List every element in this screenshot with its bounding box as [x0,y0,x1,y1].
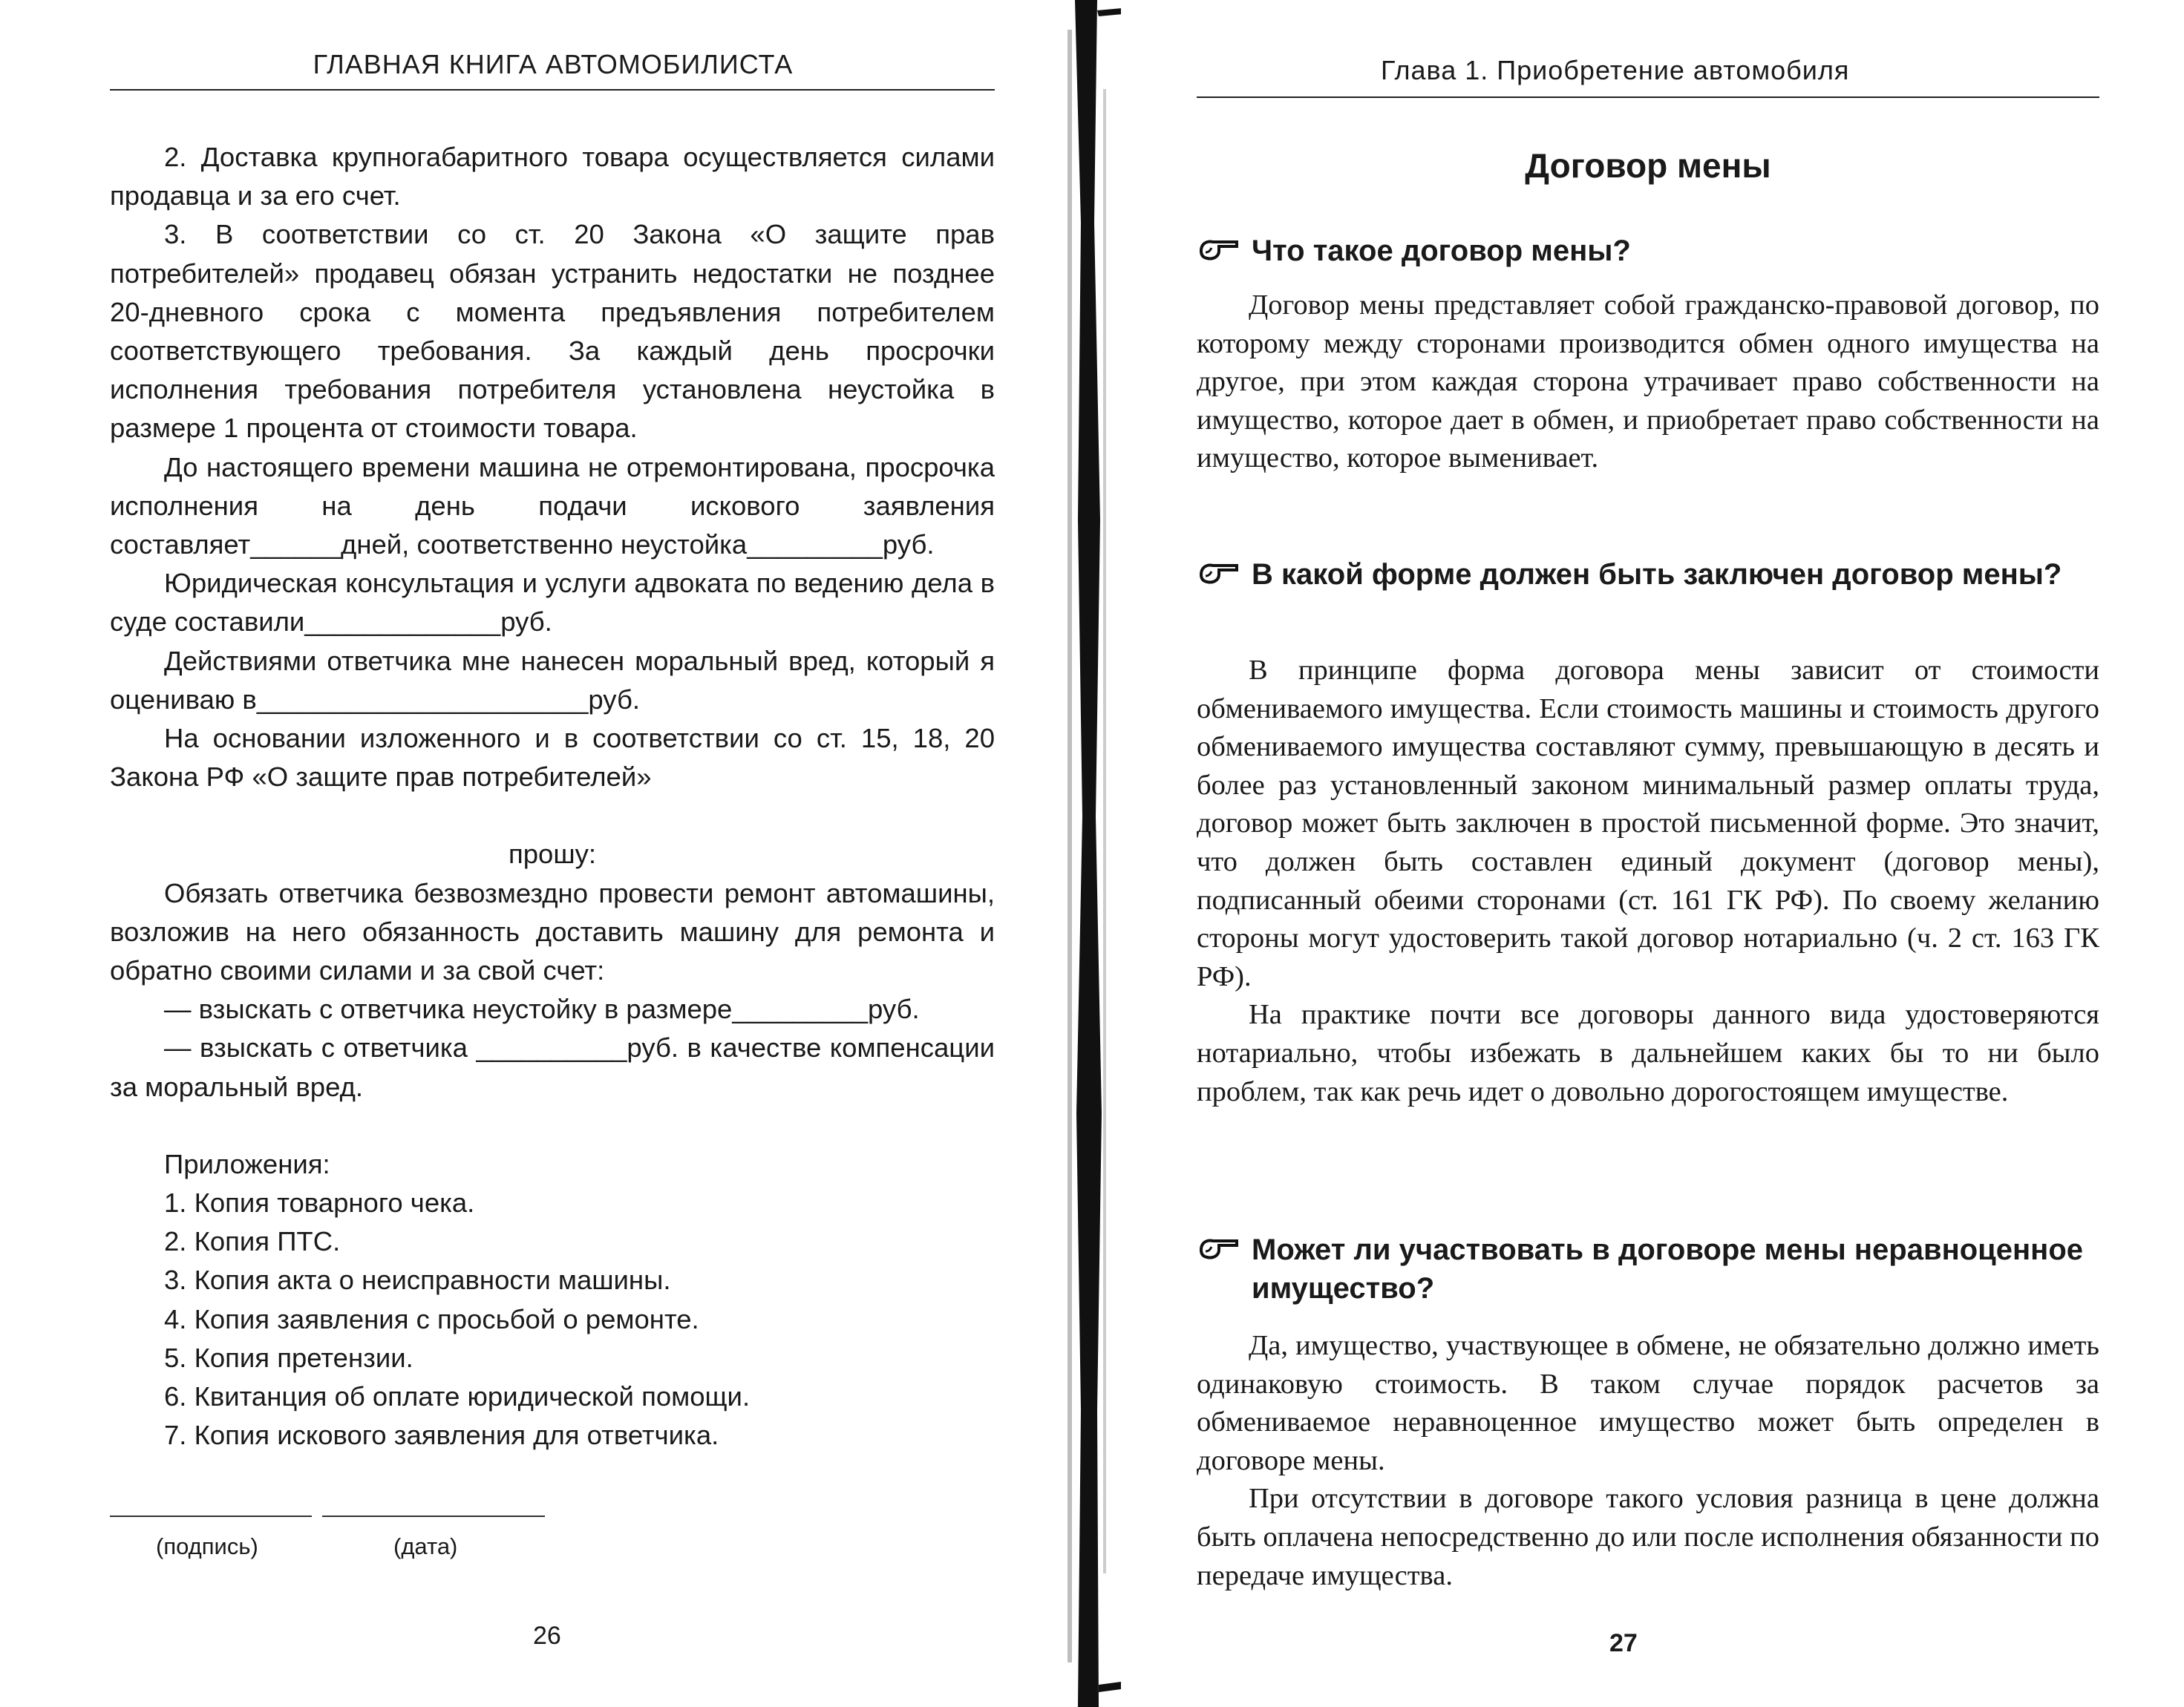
paragraph: 3. В соответствии со ст. 20 Закона «О защите прав потребителей» продавец обязан устранить недостатки не позднее 20-дневного срока с момента предъявления потребителем соответствующего требования. За каждый день просрочки исполнения требования потребителя установлена неустойка в размере 1 процента от стоимости товара. [110,219,995,444]
request-heading: прошу: [508,839,597,870]
date-label: (дата) [393,1533,458,1559]
request-paragraph: Обязать ответчика безвозмездно провести ремонт автомашины, возложив на него обязанность доставить машину для ремонта и обратно своими силами и за свой счет: [110,877,995,986]
header-rule-right [1197,96,2099,98]
left-page [0,0,1047,1707]
book-gutter [1062,0,1121,1707]
answer-block [1197,286,2099,478]
request-paragraph: — взыскать с ответчика __________руб. в качестве компенсации за моральный вред. [110,1032,995,1102]
paragraph: На основании изложенного и в соответствии со ст. 15, 18, 20 Закона РФ «О защите прав потребителей» [110,723,995,793]
page-number-left: 26 [533,1622,561,1650]
question-text: Может ли участвовать в договоре мены неравноценное имущество? [1252,1233,2083,1305]
right-page [1136,0,2184,1707]
answer-paragraph: Да, имущество, участвующее в обмене, не обязательно должно иметь одинаковую стоимость. В таком случае порядок расчетов за обмениваемое неравноценное имущество может быть определен в договоре мены. [1197,1330,2099,1476]
section-title: Договор мены [1525,146,1771,185]
running-head-right: Глава 1. Приобретение автомобиля [1381,55,1850,85]
paragraph: Юридическая консультация и услуги адвоката по ведению дела в суде составили_____________руб. [110,568,995,638]
pointing-hand-icon [1197,1233,1241,1263]
page-number-right: 27 [1609,1629,1638,1657]
answer-paragraph: В принципе форма договора мены зависит от стоимости обмениваемого имущества. Если стоимость машины и стоимость другого обмениваемого имущества составляют сумму, превышающую в десять и более раз установленный законом минимальный размер оплаты труда, договор может быть заключен в простой письменной форме. Это значит, что должен быть составлен единый документ (договор мены), подписанный обеими сторонами (ст. 161 ГК РФ). По своему желанию стороны могут удостоверить такой договор нотариально (ч. 2 ст. 163 ГК РФ). [1197,655,2099,992]
question-heading [1197,1231,2099,1308]
spacer [110,1107,995,1145]
attachment-item: 4. Копия заявления с просьбой о ремонте. [164,1303,699,1334]
signature-line [110,1516,312,1517]
question-text: В какой форме должен быть заключен договор мены? [1252,558,2062,591]
answer-block [1197,652,2099,1111]
attachment-item: 1. Копия товарного чека. [164,1187,475,1219]
question-heading [1197,555,2099,594]
answer-paragraph: Договор мены представляет собой гражданско-правовой договор, по которому между сторонами производится обмен одного имущества на другое, при этом каждая сторона утрачивает право собственности на имущество, которое дает в обмен, и приобретает право собственности на имущество, которое выменивает. [1197,289,2099,474]
paragraph: До настоящего времени машина не отремонтирована, просрочка исполнения на день подачи искового заявления составляет______дней, соответственно неустойка_________руб. [110,451,995,560]
attachment-item: 2. Копия ПТС. [164,1226,341,1257]
pointing-hand-icon [1197,235,1241,264]
attachments-heading: Приложения: [164,1148,330,1179]
attachment-item: 3. Копия акта о неисправности машины. [164,1265,671,1296]
date-line [322,1516,545,1517]
answer-paragraph: При отсутствии в договоре такого условия разница в цене должна быть оплачена непосредственно до или после исполнения обязанности по передаче имущества. [1197,1483,2100,1591]
attachment-item: 5. Копия претензии. [164,1342,413,1373]
running-head-left: ГЛАВНАЯ КНИГА АВТОМОБИЛИСТА [313,49,794,79]
pointing-hand-icon [1197,558,1241,588]
answer-paragraph: На практике почти все договоры данного вида удостоверяются нотариально, чтобы избежать в дальнейшем каких бы то ни было проблем, так как речь идет о довольно дорогостоящем имуществе. [1197,999,2099,1107]
paragraph: 2. Доставка крупногабаритного товара осуществляется силами продавца и за его счет. [110,142,995,212]
attachment-item: 6. Квитанция об оплате юридической помощи. [164,1381,751,1412]
left-page-body [110,138,995,1455]
request-paragraph: — взыскать с ответчика неустойку в размере_________руб. [164,994,920,1025]
question-heading [1197,232,2099,270]
attachment-item: 7. Копия искового заявления для ответчика. [164,1420,719,1451]
signature-label: (подпись) [156,1533,258,1559]
question-text: Что такое договор мены? [1252,235,1631,267]
paragraph: Действиями ответчика мне нанесен моральный вред, который я оцениваю в______________________руб. [110,645,995,715]
answer-block [1197,1327,2099,1595]
header-rule-left [110,89,995,91]
